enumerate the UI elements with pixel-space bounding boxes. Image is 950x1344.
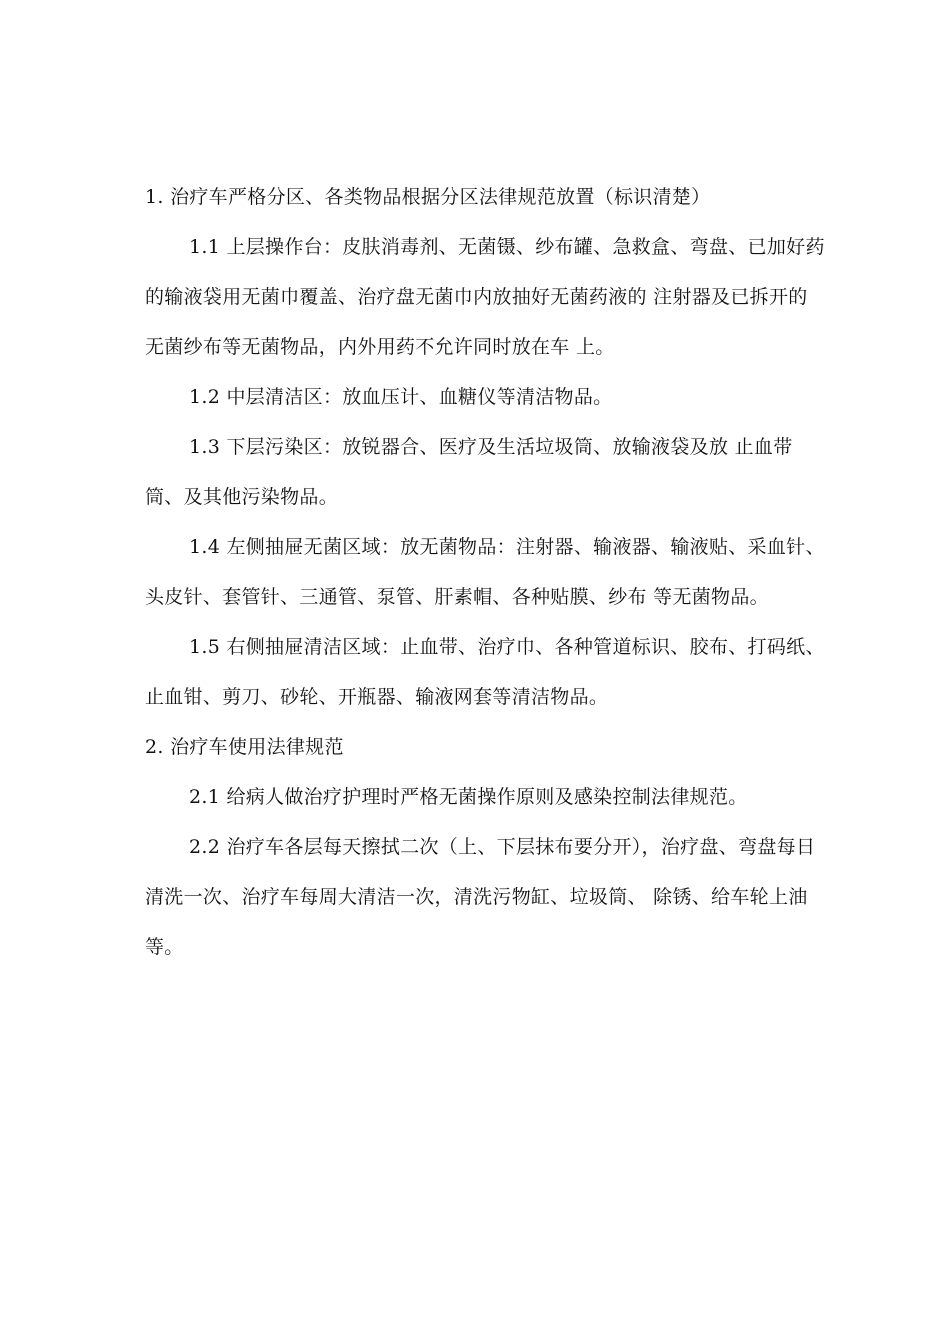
section-1-item-3: 1.3 下层污染区：放锐器合、医疗及生活垃圾筒、放输液袋及放 止血带筒、及其他污染物品。 [145,436,793,508]
section-heading-1: 1. 治疗车严格分区、各类物品根据分区法律规范放置（标识清楚） [145,186,711,208]
section-1-item-4: 1.4 左侧抽屉无菌区域：放无菌物品：注射器、输液器、输液贴、采血针、头皮针、套管针、三通管、泵管、肝素帽、各种贴膜、纱布 等无菌物品。 [145,536,825,608]
section-2-item-2: 2.2 治疗车各层每天擦拭二次（上、下层抹布要分开），治疗盘、弯盘每日清洗一次、治疗车每周大清洁一次，清洗污物缸、垃圾筒、 除锈、给车轮上油等。 [145,836,816,958]
section-1-item-2: 1.2 中层清洁区：放血压计、血糖仪等清洁物品。 [189,386,613,408]
document-body [145,172,825,972]
section-1-item-1: 1.1 上层操作台：皮肤消毒剂、无菌镊、纱布罐、急救盒、弯盘、已加好药的输液袋用无菌巾覆盖、治疗盘无菌巾内放抽好无菌药液的 注射器及已拆开的无菌纱布等无菌物品，内外用药不允许同时放在车 上。 [145,236,825,358]
section-heading-2: 2. 治疗车使用法律规范 [145,736,344,758]
section-2-item-1: 2.1 给病人做治疗护理时严格无菌操作原则及感染控制法律规范。 [189,786,748,808]
section-1-item-5: 1.5 右侧抽屉清洁区域：止血带、治疗巾、各种管道标识、胶布、打码纸、止血钳、剪刀、砂轮、开瓶器、输液网套等清洁物品。 [145,636,825,708]
